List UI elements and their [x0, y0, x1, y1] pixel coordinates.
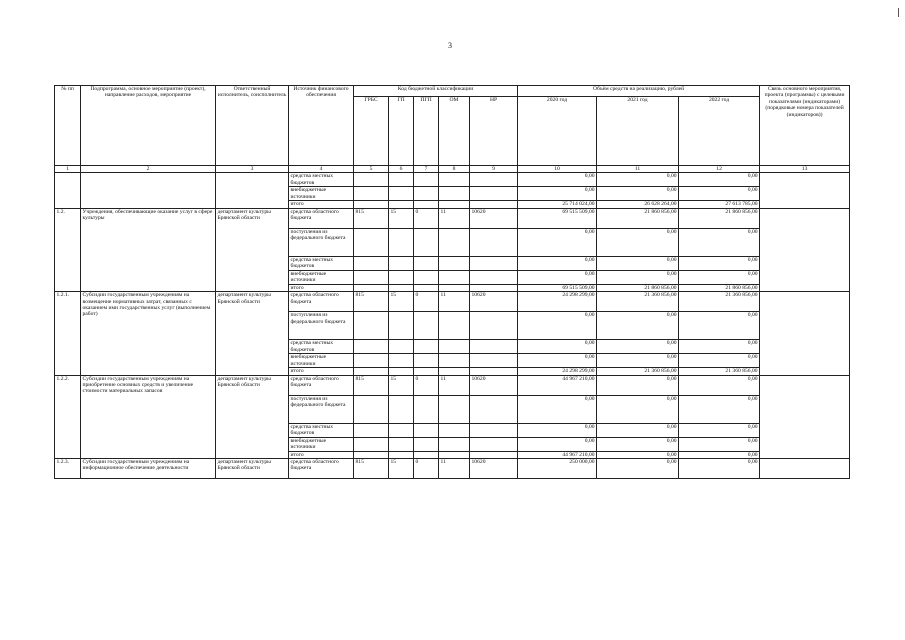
row-executor: [216, 173, 289, 208]
value-2021: 0,00: [597, 375, 679, 395]
code-cell: [414, 395, 439, 423]
value-2022: 21 860 856,00: [679, 208, 760, 228]
code-cell: [414, 284, 439, 291]
value-2021: 0,00: [597, 437, 679, 451]
code-cell: [414, 228, 439, 256]
value-2021: 21 860 856,00: [597, 284, 679, 291]
code-cell: [439, 368, 470, 375]
code-cell: [414, 201, 439, 208]
code-cell: [470, 395, 518, 423]
column-number: 10: [518, 166, 597, 173]
value-2021: 0,00: [597, 173, 679, 187]
value-2020: 0,00: [518, 270, 597, 284]
row-source: итого: [289, 201, 354, 208]
code-cell: [439, 270, 470, 284]
column-number: 4: [289, 166, 354, 173]
code-cell: [389, 423, 414, 437]
value-2022: 0,00: [679, 270, 760, 284]
value-2021: 21 360 856,00: [597, 292, 679, 312]
value-2020: 0,00: [518, 187, 597, 201]
code-cell: [354, 284, 389, 291]
code-pgp: 0: [414, 459, 439, 479]
row-name: Субсидии государственным учреждениям на приобретение основных средств и увеличение стоимости материальных запасов: [81, 375, 216, 458]
code-cell: [389, 284, 414, 291]
row-source: средства местных бюджетов: [289, 173, 354, 187]
row-link: [760, 459, 850, 479]
header-volume: Объём средств на реализацию, рублей: [518, 86, 760, 97]
header-grbs: ГРБС: [354, 97, 389, 166]
value-2020: 0,00: [518, 340, 597, 354]
row-source: средства местных бюджетов: [289, 256, 354, 270]
header-2021: 2021 год: [597, 97, 679, 166]
value-2020: 24 298 299,00: [518, 292, 597, 312]
row-source: внебюджетные источники: [289, 270, 354, 284]
code-om: 11: [439, 208, 470, 228]
value-2022: 0,00: [679, 354, 760, 368]
row-num: 1.2.: [55, 208, 81, 291]
code-nr: 10620: [470, 208, 518, 228]
code-cell: [389, 368, 414, 375]
code-cell: [470, 312, 518, 340]
code-cell: [414, 187, 439, 201]
header-2020: 2020 год: [518, 97, 597, 166]
code-cell: [414, 312, 439, 340]
code-cell: [439, 340, 470, 354]
code-cell: [354, 451, 389, 458]
value-2020: 0,00: [518, 354, 597, 368]
value-2022: 0,00: [679, 375, 760, 395]
value-2022: 0,00: [679, 187, 760, 201]
code-cell: [414, 423, 439, 437]
row-source: итого: [289, 368, 354, 375]
value-2020: 0,00: [518, 437, 597, 451]
value-2022: 0,00: [679, 173, 760, 187]
column-number: 2: [81, 166, 216, 173]
row-executor: департамент культуры Брянской области: [216, 208, 289, 291]
code-cell: [439, 312, 470, 340]
header-num: № пп: [55, 86, 81, 166]
column-number: 13: [760, 166, 850, 173]
value-2020: 0,00: [518, 395, 597, 423]
value-2022: 21 360 856,00: [679, 292, 760, 312]
budget-table: [54, 85, 850, 479]
code-cell: [470, 437, 518, 451]
row-num: 1.2.1.: [55, 292, 81, 375]
code-cell: [414, 256, 439, 270]
code-pgp: 0: [414, 292, 439, 312]
code-cell: [389, 173, 414, 187]
row-source: поступления из федерального бюджета: [289, 395, 354, 423]
column-number: 5: [354, 166, 389, 173]
code-cell: [439, 395, 470, 423]
row-source: поступления из федерального бюджета: [289, 312, 354, 340]
value-2021: 0,00: [597, 451, 679, 458]
value-2021: 0,00: [597, 312, 679, 340]
row-source: итого: [289, 284, 354, 291]
table-row: [55, 208, 850, 228]
row-name: Учреждения, обеспечивающие оказание услуг в сфере культуры: [81, 208, 216, 291]
code-cell: [389, 312, 414, 340]
value-2022: 21 860 856,00: [679, 284, 760, 291]
code-cell: [389, 187, 414, 201]
value-2022: 0,00: [679, 256, 760, 270]
table-row: [55, 459, 850, 479]
value-2021: 0,00: [597, 423, 679, 437]
column-number: 11: [597, 166, 679, 173]
code-cell: [389, 437, 414, 451]
code-cell: [470, 270, 518, 284]
value-2021: 0,00: [597, 270, 679, 284]
code-cell: [354, 354, 389, 368]
code-cell: [439, 187, 470, 201]
row-name: [81, 173, 216, 208]
code-cell: [354, 368, 389, 375]
row-source: средства местных бюджетов: [289, 340, 354, 354]
code-cell: [389, 395, 414, 423]
value-2020: 69 515 509,00: [518, 284, 597, 291]
value-2022: 0,00: [679, 459, 760, 479]
value-2022: 0,00: [679, 395, 760, 423]
code-cell: [414, 451, 439, 458]
code-nr: 10620: [470, 292, 518, 312]
row-executor: департамент культуры Брянской области: [216, 459, 289, 479]
row-name: Субсидии государственным учреждениям на информационное обеспечение деятельности: [81, 459, 216, 479]
code-cell: [470, 451, 518, 458]
value-2021: 0,00: [597, 187, 679, 201]
value-2022: 0,00: [679, 340, 760, 354]
column-number-row: [55, 166, 850, 173]
value-2020: 44 967 210,00: [518, 375, 597, 395]
row-name: Субсидии государственным учреждениям на возмещение нормативных затрат, связанных с оказанием ими государственных услуг (выполнением работ): [81, 292, 216, 375]
value-2020: 44 967 210,00: [518, 451, 597, 458]
code-cell: [354, 423, 389, 437]
table-row: [55, 375, 850, 395]
code-cell: [439, 284, 470, 291]
value-2020: 250 000,00: [518, 459, 597, 479]
code-cell: [414, 173, 439, 187]
code-cell: [389, 354, 414, 368]
row-link: [760, 208, 850, 291]
code-cell: [439, 451, 470, 458]
code-cell: [354, 228, 389, 256]
page-number: 3: [448, 41, 452, 50]
row-source: внебюджетные источники: [289, 437, 354, 451]
code-cell: [470, 187, 518, 201]
code-cell: [470, 354, 518, 368]
code-grbs: 815: [354, 208, 389, 228]
row-source: средства областного бюджета: [289, 208, 354, 228]
value-2020: 0,00: [518, 173, 597, 187]
value-2020: 25 714 024,00: [518, 201, 597, 208]
value-2021: 0,00: [597, 459, 679, 479]
column-number: 9: [470, 166, 518, 173]
code-gp: 15: [389, 292, 414, 312]
row-source: средства областного бюджета: [289, 375, 354, 395]
value-2022: 27 613 785,00: [679, 201, 760, 208]
code-cell: [439, 228, 470, 256]
header-2022: 2022 год: [679, 97, 760, 166]
value-2021: 0,00: [597, 340, 679, 354]
code-cell: [354, 201, 389, 208]
value-2020: 0,00: [518, 256, 597, 270]
code-cell: [470, 201, 518, 208]
code-cell: [389, 340, 414, 354]
row-source: средства областного бюджета: [289, 292, 354, 312]
row-link: [760, 173, 850, 208]
code-pgp: 0: [414, 208, 439, 228]
code-cell: [389, 451, 414, 458]
value-2021: 0,00: [597, 256, 679, 270]
code-cell: [470, 423, 518, 437]
value-2020: 24 298 299,00: [518, 368, 597, 375]
code-cell: [470, 284, 518, 291]
code-cell: [354, 256, 389, 270]
value-2021: 21 360 856,00: [597, 368, 679, 375]
row-source: внебюджетные источники: [289, 354, 354, 368]
row-source: внебюджетные источники: [289, 187, 354, 201]
column-number: 12: [679, 166, 760, 173]
header-link: Связь основного мероприятия, проекта (программы) с целевыми показателями (индикаторами) (порядковые номера показателей (индикаторов)): [760, 86, 850, 166]
value-2021: 0,00: [597, 395, 679, 423]
code-cell: [354, 312, 389, 340]
row-link: [760, 292, 850, 375]
code-gp: 15: [389, 459, 414, 479]
code-om: 11: [439, 292, 470, 312]
code-cell: [439, 437, 470, 451]
header-source: Источник финансового обеспечения: [289, 86, 354, 166]
value-2022: 0,00: [679, 451, 760, 458]
row-num: [55, 173, 81, 208]
code-cell: [354, 187, 389, 201]
code-cell: [470, 228, 518, 256]
code-cell: [354, 270, 389, 284]
code-cell: [389, 270, 414, 284]
code-cell: [414, 270, 439, 284]
value-2020: 69 515 509,00: [518, 208, 597, 228]
code-cell: [470, 256, 518, 270]
value-2022: 0,00: [679, 228, 760, 256]
row-executor: департамент культуры Брянской области: [216, 375, 289, 458]
table-row: [55, 173, 850, 187]
code-cell: [439, 423, 470, 437]
code-cell: [439, 173, 470, 187]
header-gp: ГП: [389, 97, 414, 166]
row-num: 1.2.2.: [55, 375, 81, 458]
row-executor: департамент культуры Брянской области: [216, 292, 289, 375]
code-om: 11: [439, 459, 470, 479]
row-source: итого: [289, 451, 354, 458]
value-2020: 0,00: [518, 228, 597, 256]
code-grbs: 815: [354, 459, 389, 479]
code-cell: [414, 437, 439, 451]
value-2022: 0,00: [679, 423, 760, 437]
row-link: [760, 375, 850, 458]
column-number: 8: [439, 166, 470, 173]
row-source: средства областного бюджета: [289, 459, 354, 479]
code-cell: [389, 201, 414, 208]
code-cell: [470, 340, 518, 354]
row-num: 1.2.3.: [55, 459, 81, 479]
row-source: средства местных бюджетов: [289, 423, 354, 437]
code-grbs: 815: [354, 292, 389, 312]
code-om: 11: [439, 375, 470, 395]
value-2022: 0,00: [679, 437, 760, 451]
header-executor: Ответственный исполнитель, соисполнитель: [216, 86, 289, 166]
code-cell: [470, 173, 518, 187]
value-2021: 0,00: [597, 354, 679, 368]
value-2020: 0,00: [518, 423, 597, 437]
header-program: Подпрограмма, основное мероприятие (проект), направление расходов, мероприятие: [81, 86, 216, 166]
header-om: ОМ: [439, 97, 470, 166]
code-cell: [354, 437, 389, 451]
code-cell: [354, 395, 389, 423]
row-source: поступления из федерального бюджета: [289, 228, 354, 256]
header-pgp: ПГП: [414, 97, 439, 166]
code-cell: [439, 354, 470, 368]
value-2020: 0,00: [518, 312, 597, 340]
code-nr: 10620: [470, 375, 518, 395]
code-grbs: 815: [354, 375, 389, 395]
header-budget-class: Код бюджетной классификации: [354, 86, 518, 97]
column-number: 6: [389, 166, 414, 173]
code-cell: [414, 340, 439, 354]
header-nr: НР: [470, 97, 518, 166]
code-cell: [389, 256, 414, 270]
code-nr: 10620: [470, 459, 518, 479]
code-cell: [354, 173, 389, 187]
value-2021: 26 628 264,00: [597, 201, 679, 208]
code-cell: [389, 228, 414, 256]
code-cell: [439, 201, 470, 208]
value-2022: 21 360 856,00: [679, 368, 760, 375]
code-cell: [414, 354, 439, 368]
code-gp: 15: [389, 375, 414, 395]
value-2021: 21 860 856,00: [597, 208, 679, 228]
value-2022: 0,00: [679, 312, 760, 340]
column-number: 3: [216, 166, 289, 173]
code-cell: [414, 368, 439, 375]
code-cell: [354, 340, 389, 354]
scan-mark: [898, 8, 899, 17]
code-cell: [439, 256, 470, 270]
code-pgp: 0: [414, 375, 439, 395]
code-gp: 15: [389, 208, 414, 228]
value-2021: 0,00: [597, 228, 679, 256]
code-cell: [470, 368, 518, 375]
column-number: 1: [55, 166, 81, 173]
column-number: 7: [414, 166, 439, 173]
table-row: [55, 292, 850, 312]
table-body: [55, 166, 850, 479]
